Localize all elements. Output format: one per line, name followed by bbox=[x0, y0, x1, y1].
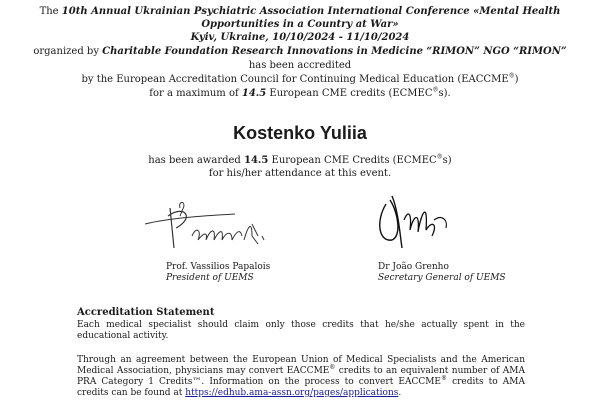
recipient-name: Kostenko Yuliia bbox=[233, 123, 367, 143]
registered-mark: ® bbox=[508, 72, 515, 80]
council-text: by the European Accreditation Council for Continuing Medical Education (EACCME bbox=[81, 74, 509, 85]
right-signer bbox=[378, 262, 506, 284]
para2-text-d: . bbox=[398, 388, 402, 398]
council-line bbox=[0, 74, 600, 86]
right-signer-role: Secretary General of UEMS bbox=[378, 273, 506, 283]
max-credits-value: 14.5 bbox=[241, 88, 267, 99]
registered-mark: ® bbox=[436, 153, 443, 161]
conference-title: 10th Annual Ukrainian Psychiatric Association International Conference «Mental Health bbox=[61, 6, 561, 17]
awarded-credits-value: 14.5 bbox=[244, 155, 269, 166]
organizer-line bbox=[0, 46, 600, 58]
para2-text-b: credits to an equivalent number of AMA PRA Category 1 Credits™. Information on the process to convert EACCME bbox=[77, 366, 525, 387]
grenho-signature-image bbox=[372, 190, 472, 260]
accredited-line: has been accredited bbox=[248, 60, 352, 71]
attendance-line: for his/her attendance at this event. bbox=[208, 168, 392, 179]
conference-place-dates: Kyiv, Ukraine, 10/10/2024 - 11/10/2024 bbox=[190, 32, 410, 43]
max-credits-text: European CME credits (ECMEC bbox=[266, 88, 433, 99]
max-credits-prefix: for a maximum of bbox=[149, 88, 242, 99]
organized-prefix: organized by bbox=[33, 46, 103, 57]
conference-title-line-1 bbox=[0, 6, 600, 18]
statement-paragraph-2 bbox=[77, 355, 525, 399]
title-prefix: The bbox=[39, 6, 62, 17]
conference-title-line-2: Opportunities in a Country at War» bbox=[201, 19, 399, 30]
left-signer-name: Prof. Vassilios Papalois bbox=[166, 262, 271, 272]
ama-applications-link[interactable]: https://edhub.ama-assn.org/pages/applications bbox=[185, 388, 399, 398]
papalois-signature-image bbox=[140, 196, 280, 258]
organizer-name: Charitable Foundation Research Innovations in Medicine “RIMON” NGO “RIMON” bbox=[102, 46, 567, 57]
registered-mark: ® bbox=[432, 86, 439, 94]
award-line bbox=[0, 155, 600, 167]
registered-mark: ® bbox=[329, 364, 336, 371]
para2-text-c: credits to AMA credits can be found at bbox=[77, 377, 525, 398]
max-credits-line bbox=[0, 88, 600, 100]
council-close: ) bbox=[514, 74, 519, 85]
statement-paragraph-1: Each medical specialist should claim only those credits that he/she actually spent in the educational activity. bbox=[77, 320, 525, 341]
left-signer-role: President of UEMS bbox=[166, 273, 254, 283]
max-credits-suffix: s). bbox=[438, 88, 451, 99]
award-suffix: s) bbox=[442, 155, 452, 166]
right-signer-name: Dr João Grenho bbox=[378, 262, 449, 272]
award-prefix: has been awarded bbox=[148, 155, 244, 166]
left-signer bbox=[166, 262, 270, 284]
registered-mark: ® bbox=[441, 375, 447, 382]
award-text: European CME Credits (ECMEC bbox=[268, 155, 437, 166]
statement-heading: Accreditation Statement bbox=[77, 307, 215, 318]
para2-text-a: Through an agreement between the European Union of Medical Specialists and the American Medical Association, physicians may convert EACCME bbox=[77, 355, 525, 376]
